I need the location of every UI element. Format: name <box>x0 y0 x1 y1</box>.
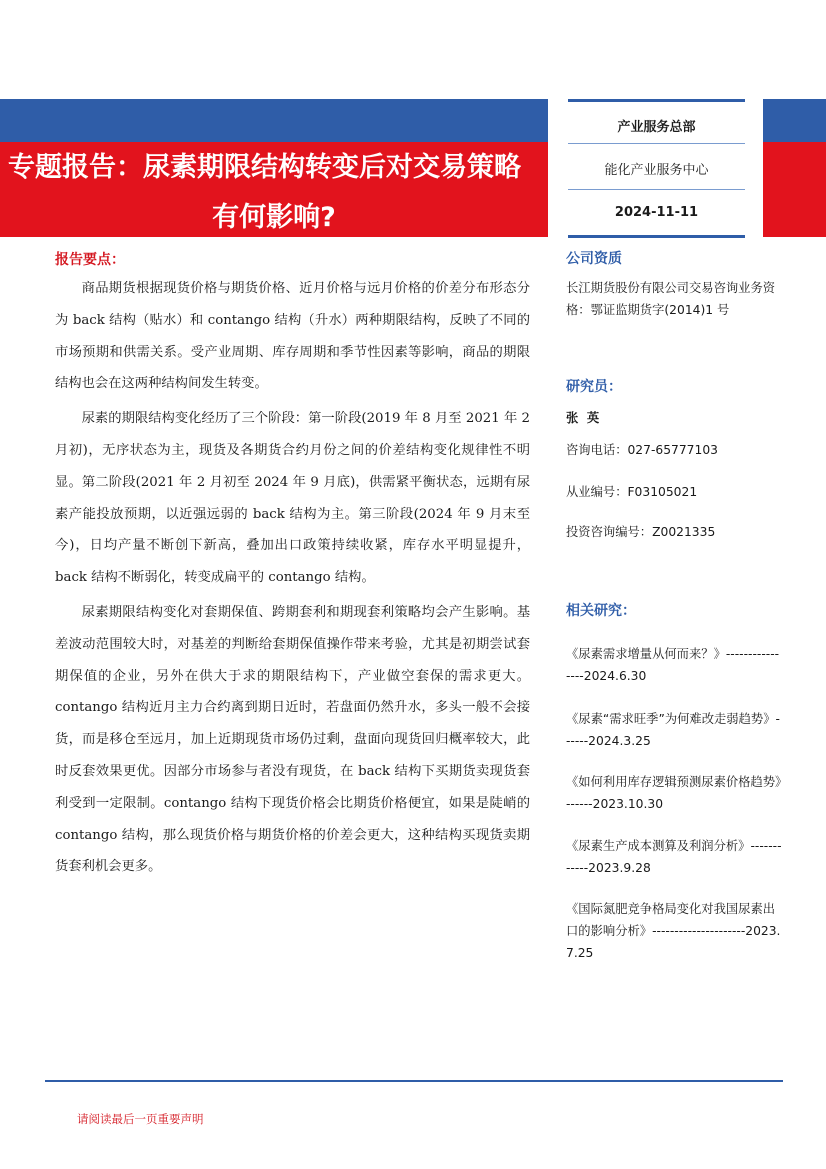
related-research-item[interactable]: 《尿素“需求旺季”为何难改走弱趋势》------2024.3.25 <box>566 712 780 748</box>
center-label: 能化产业服务中心 <box>604 163 709 178</box>
report-date: 2024-11-11 <box>614 205 699 220</box>
header-band-blue <box>0 99 548 142</box>
header-panel-rule <box>568 143 745 144</box>
footer-rule <box>45 1080 783 1082</box>
researcher-name: 张 英 <box>566 411 600 425</box>
summary-paragraph: 尿素的期限结构变化经历了三个阶段：第一阶段(2019 年 8 月至 2021 年 2 月初)，无序状态为主，现货及各期货合约月份之间的价差结构变化规律性不明显。第二阶段(2021 年 2 月初至 2024 年 9 月底)，供需紧平衡状态，远期有尿素产能投放预期，以近强远弱的 back 结构为主。第三阶段(2024 年 9 月末至今)，日均产量不断创下新高，叠加出口政策持续收紧，库存水平明显提升，back 结构不断弱化，转变成扁平的 contango 结构。 <box>55 411 530 586</box>
report-title-line2: 有何影响? <box>212 202 336 233</box>
researcher-phone: 咨询电话：027-65777103 <box>566 443 718 457</box>
company-heading: 公司资质 <box>566 251 622 267</box>
header-panel-rule-bottom <box>568 235 745 238</box>
related-research-item[interactable]: 《尿素需求增量从何而来？》----------------2024.6.30 <box>566 647 780 683</box>
header-panel-rule-top <box>568 99 745 102</box>
summary-heading: 报告要点： <box>55 252 125 268</box>
researcher-license: 从业编号：F03105021 <box>566 485 698 499</box>
report-title <box>0 148 548 238</box>
related-research-item[interactable]: 《如何利用库存逻辑预测尿素价格趋势》------2023.10.30 <box>566 775 782 811</box>
report-title-line1: 专题报告：尿素期限结构转变后对交易策略 <box>8 152 521 183</box>
related-research-item[interactable]: 《尿素生产成本测算及利润分析》------------2023.9.28 <box>566 839 782 875</box>
summary-paragraph: 尿素期限结构变化对套期保值、跨期套利和期现套利策略均会产生影响。基差波动范围较大时，对基差的判断给套期保值操作带来考验，尤其是初期尝试套期保值的企业，另外在供大于求的期限结构下，产业做空套保的需求更大。contango 结构近月主力合约离到期日近时，若盘面仍然升水，多头一般不会接货，而是移仓至远月，加上近期现货市场仍过剩，盘面向现货回归概率较大，此时反套效果更优。因部分市场参与者没有现货，在 back 结构下买期货卖现货套利受到一定限制。contango 结构下现货价格会比期货价格便宜，如果是陡峭的 contango 结构，那么现货价格与期货价格的价差会更大，这种结构买现货卖期货套利机会更多。 <box>55 604 530 875</box>
researcher-advisory-id: 投资咨询编号：Z0021335 <box>566 525 716 539</box>
related-research-heading: 相关研究： <box>566 603 636 619</box>
header-panel-rule <box>568 189 745 190</box>
summary-body <box>55 273 530 883</box>
researcher-heading: 研究员： <box>566 379 622 395</box>
department-label: 产业服务总部 <box>617 120 696 135</box>
company-qualification: 长江期货股份有限公司交易咨询业务资格：鄂证监期货字(2014)1 号 <box>566 281 776 317</box>
summary-paragraph: 商品期货根据现货价格与期货价格、近月价格与远月价格的价差分布形态分为 back 结构（贴水）和 contango 结构（升水）两种期限结构，反映了不同的市场预期和供需关系。受产业周期、库存周期和季节性因素等影响，商品的期限结构也会在这两种结构间发生转变。 <box>55 281 530 392</box>
header-band-blue-right <box>763 99 826 142</box>
header-band-red-right <box>763 142 826 237</box>
related-research-item[interactable]: 《国际氮肥竞争格局变化对我国尿素出口的影响分析》---------------------2023.7.25 <box>566 902 781 960</box>
disclaimer-notice[interactable]: 请阅读最后一页重要声明 <box>77 1112 204 1126</box>
